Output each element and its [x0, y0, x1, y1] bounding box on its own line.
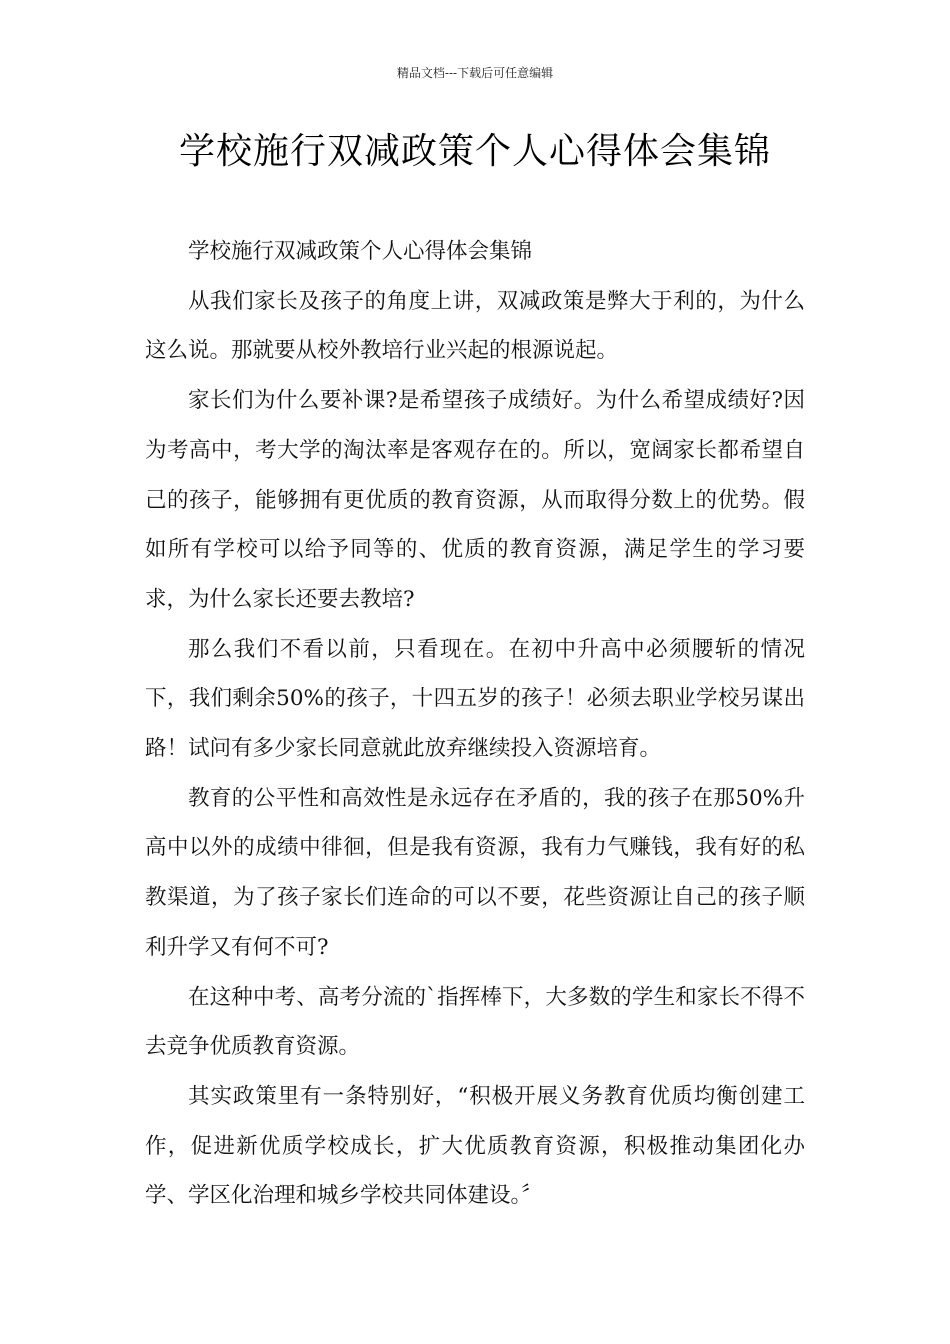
- paragraph: 其实政策里有一条特别好，“积极开展义务教育优质均衡创建工作，促进新优质学校成长，扩大优质教育资源，积极推动集团化办学、学区化治理和城乡学校共同体建设。〞: [145, 1083, 805, 1209]
- paragraph: 教育的公平性和高效性是永远存在矛盾的，我的孩子在那50%升高中以外的成绩中徘徊，但是我有资源，我有力气赚钱，我有好的私教渠道，为了孩子家长们连命的可以不要，花些资源让自己的孩子顺利升学又有何不可?: [145, 785, 805, 960]
- header-note: 精品文档---下载后可任意编辑: [396, 66, 554, 80]
- document-title: 学校施行双减政策个人心得体会集锦: [178, 131, 771, 172]
- paragraph: 在这种中考、高考分流的`指挥棒下，大多数的学生和家长不得不去竞争优质教育资源。: [145, 984, 805, 1060]
- paragraph-subtitle: 学校施行双减政策个人心得体会集锦: [188, 239, 533, 264]
- paragraph: 从我们家长及孩子的角度上讲，双减政策是弊大于利的，为什么这么说。那就要从校外教培行业兴起的根源说起。: [145, 288, 805, 364]
- document-body: [145, 227, 805, 1221]
- paragraph: 家长们为什么要补课?是希望孩子成绩好。为什么希望成绩好?因为考高中，考大学的淘汰率是客观存在的。所以，宽阔家长都希望自己的孩子，能够拥有更优质的教育资源，从而取得分数上的优势。假如所有学校可以给予同等的、优质的教育资源，满足学生的学习要求，为什么家长还要去教培?: [145, 388, 805, 612]
- paragraph: 那么我们不看以前，只看现在。在初中升高中必须腰斩的情况下，我们剩余50%的孩子，十四五岁的孩子！必须去职业学校另谋出路！试问有多少家长同意就此放弃继续投入资源培育。: [145, 636, 805, 762]
